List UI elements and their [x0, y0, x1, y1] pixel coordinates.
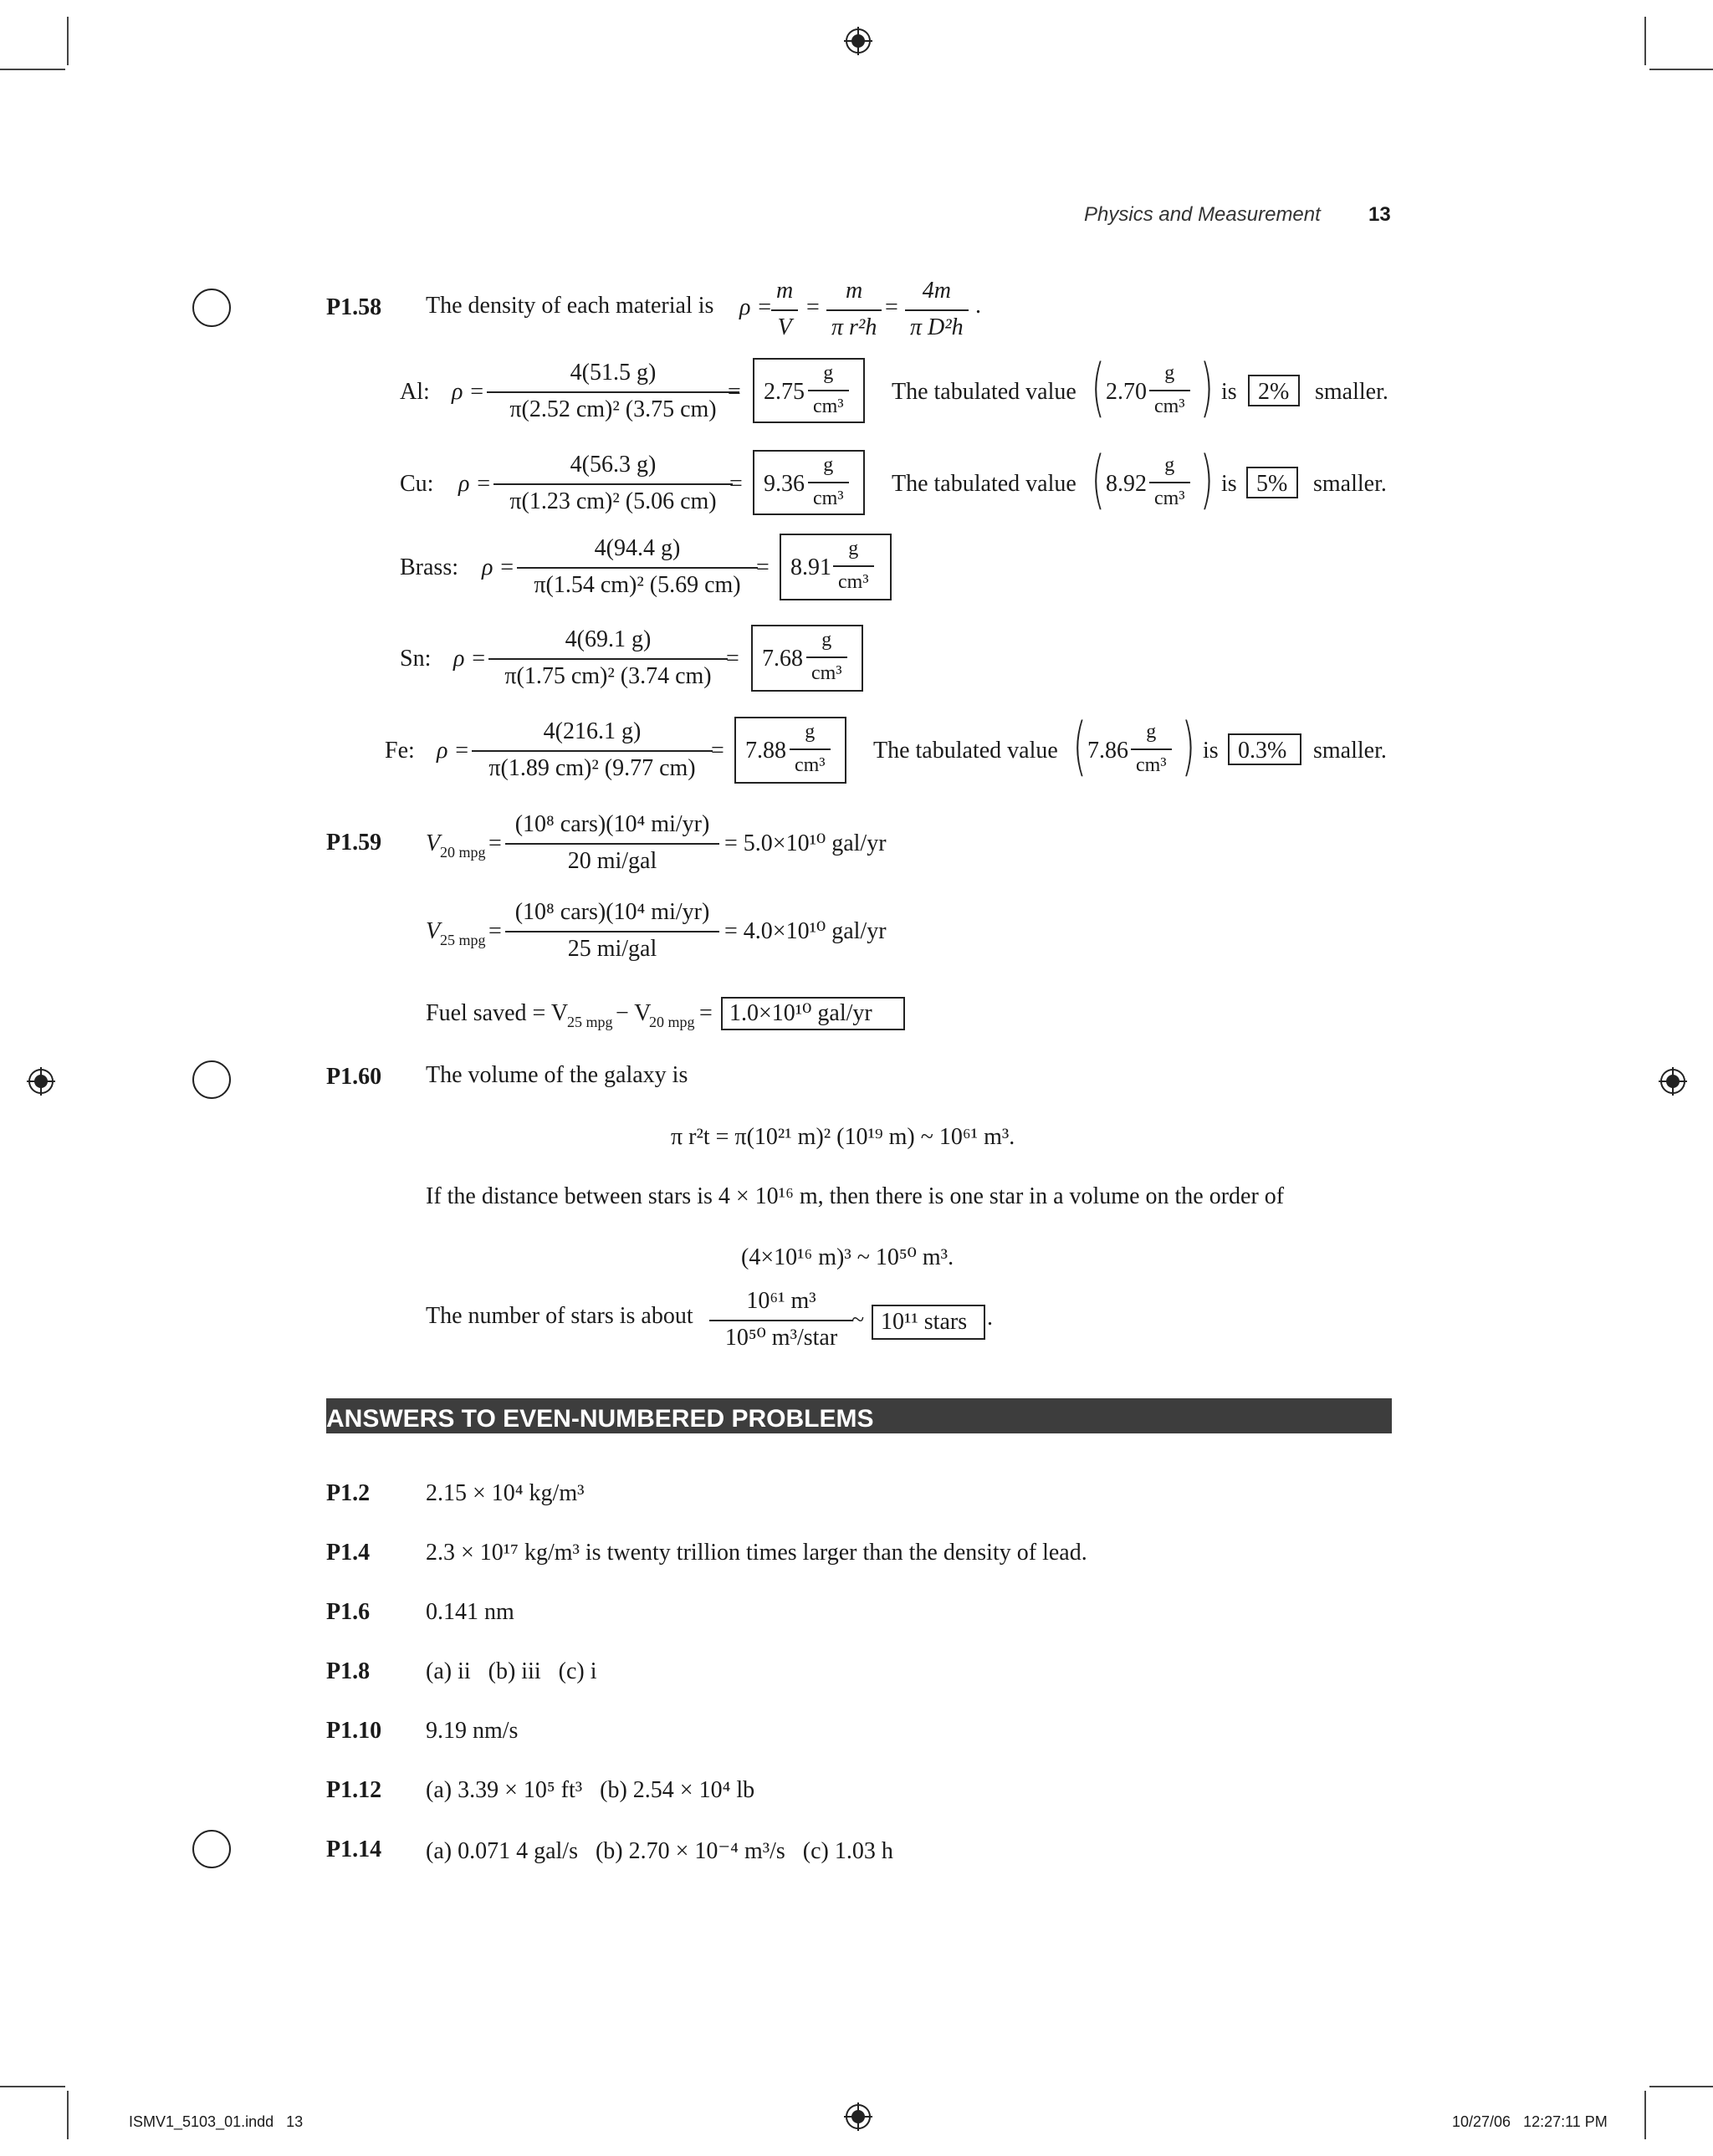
answers-heading: ANSWERS TO EVEN-NUMBERED PROBLEMS: [326, 1405, 874, 1433]
v20-lhs: V: [426, 830, 441, 856]
registration-mark-icon: [844, 27, 872, 55]
unit-fraction: $\frac{g}{\text{cm³}}$: [790, 722, 831, 775]
unit-fraction: $\frac{g}{\text{cm³}}$: [808, 455, 849, 508]
fraction-cu: $\frac{4(56.3 g)}{\text{π(1.23 cm)² (5.06 cm)}}$: [493, 453, 733, 513]
number-of-stars-text: The number of stars is about: [426, 1303, 693, 1329]
smaller-text: smaller.: [1313, 471, 1387, 497]
material-label-al: Al:: [400, 379, 430, 405]
answer-text: (a) ii (b) iii (c) i: [426, 1658, 597, 1684]
v25-rhs: = 4.0×10¹⁰ gal/yr: [724, 918, 887, 944]
equals-sign: =: [885, 294, 898, 320]
crop-mark: [1649, 2086, 1713, 2087]
right-paren: ): [1199, 442, 1214, 516]
fraction-stars: 10⁶¹ m³ 10⁵⁰ m³/star: [709, 1290, 853, 1350]
percent-fe: 0.3%: [1238, 738, 1287, 764]
right-paren: ): [1199, 350, 1214, 424]
footer-file-slug: ISMV1_5103_01.indd 13: [129, 2113, 304, 2130]
problem-label: P1.58: [326, 294, 382, 320]
crop-mark: [0, 69, 65, 70]
tabulated-text: The tabulated value: [873, 738, 1058, 764]
material-label-brass: Brass:: [400, 554, 458, 580]
fraction-v20: (10⁸ cars)(10⁴ mi/yr) 20 mi/gal: [505, 813, 719, 873]
v25-sub: 25 mpg: [440, 932, 486, 948]
unit-fraction: $\frac{g}{\text{cm³}}$: [833, 539, 874, 592]
answer-label: P1.10: [326, 1718, 382, 1744]
v20-sub: 20 mpg: [440, 844, 486, 861]
right-paren: ): [1181, 708, 1195, 783]
fraction-sn: $\frac{4(69.1 g)}{\text{π(1.75 cm)² (3.74 cm)}}$: [488, 628, 728, 688]
galaxy-volume-equation: π r²t = π(10²¹ m)² (10¹⁹ m) ~ 10⁶¹ m³.: [671, 1124, 1015, 1150]
left-paren: (: [1091, 350, 1105, 424]
equals-sign: =: [699, 1000, 713, 1026]
unit-fraction: $\frac{g}{\text{cm³}}$: [1149, 363, 1190, 416]
crop-mark: [67, 17, 69, 65]
problem-label: P1.60: [326, 1064, 382, 1090]
tilde: ~: [851, 1307, 865, 1333]
fuel-saved-label: Fuel saved = V: [426, 1000, 569, 1026]
result-value-al: 2.75: [764, 379, 805, 405]
footer-timestamp: 10/27/06 12:27:11 PM: [1452, 2113, 1608, 2130]
fraction-brass: $\frac{4(94.4 g)}{\text{π(1.54 cm)² (5.69 cm)}}$: [517, 537, 758, 597]
result-value-brass: 8.91: [790, 554, 831, 580]
rho-symbol: ρ =: [482, 554, 515, 580]
result-value-sn: 7.68: [762, 646, 803, 672]
tabulated-text: The tabulated value: [892, 379, 1076, 405]
problem-label: P1.59: [326, 830, 382, 856]
unit-fraction: $\frac{g}{\text{cm³}}$: [1131, 722, 1172, 775]
v20-rhs: = 5.0×10¹⁰ gal/yr: [724, 830, 887, 856]
answer-text: 0.141 nm: [426, 1599, 514, 1625]
rho-symbol: ρ =: [453, 646, 487, 672]
tabulated-text: The tabulated value: [892, 471, 1076, 497]
registration-mark-icon: [1659, 1067, 1687, 1096]
equals-sign: =: [729, 471, 743, 497]
equals-sign: =: [711, 738, 724, 764]
fraction-4m-over-piD2h: $\frac{4m}{\text{π D²h}}$: [905, 279, 969, 340]
fuel-result: 1.0×10¹⁰ gal/yr: [729, 1000, 872, 1026]
fuel-minus: − V: [616, 1000, 652, 1026]
unit-fraction: $\frac{g}{\text{cm³}}$: [806, 630, 847, 683]
answer-text: (a) 3.39 × 10⁵ ft³ (b) 2.54 × 10⁴ lb: [426, 1777, 755, 1803]
page-number: 13: [1368, 203, 1391, 226]
equals-sign: =: [728, 379, 741, 405]
crop-mark: [1644, 2091, 1646, 2139]
rho-symbol: ρ =: [437, 738, 470, 764]
fraction-m-over-pir2h: $\frac{m}{\text{π r²h}}$: [826, 279, 882, 340]
rho-symbol: ρ =: [739, 294, 773, 320]
smaller-text: smaller.: [1313, 738, 1387, 764]
answer-text: 9.19 nm/s: [426, 1718, 519, 1744]
stars-result: 10¹¹ stars: [881, 1309, 968, 1335]
equals-sign: =: [806, 294, 820, 320]
star-distance-text: If the distance between stars is 4 × 10¹⁶ m, then there is one star in a volume on the order of: [426, 1183, 1285, 1209]
intro-text: The density of each material is: [426, 293, 714, 319]
crop-mark: [1644, 17, 1646, 65]
crop-mark: [0, 2086, 65, 2087]
fraction-m-over-V: $\frac{m}{V}$: [771, 279, 798, 340]
rho-symbol: ρ =: [458, 471, 492, 497]
is-text: is: [1203, 738, 1219, 764]
equals-sign: =: [726, 646, 739, 672]
crop-mark: [67, 2091, 69, 2139]
material-label-fe: Fe:: [385, 738, 415, 764]
material-label-sn: Sn:: [400, 646, 432, 672]
answer-label: P1.14: [326, 1837, 382, 1862]
is-text: is: [1221, 471, 1237, 497]
tabulated-value-fe: 7.86: [1087, 738, 1128, 764]
result-value-cu: 9.36: [764, 471, 805, 497]
answer-label: P1.2: [326, 1480, 371, 1506]
period: .: [987, 1305, 993, 1331]
is-text: is: [1221, 379, 1237, 405]
unit-fraction: $\frac{g}{\text{cm³}}$: [808, 363, 849, 416]
percent-cu: 5%: [1256, 471, 1288, 497]
punch-hole-mark: [192, 1060, 231, 1099]
fuel-sub1: 25 mpg: [567, 1014, 613, 1030]
equals-sign: =: [488, 918, 502, 944]
left-paren: (: [1072, 708, 1087, 783]
answer-label: P1.12: [326, 1777, 382, 1803]
answers-heading-banner: [326, 1398, 1392, 1433]
left-paren: (: [1091, 442, 1105, 516]
running-header-section: Physics and Measurement: [1084, 203, 1321, 226]
unit-fraction: $\frac{g}{\text{cm³}}$: [1149, 455, 1190, 508]
punch-hole-mark: [192, 1830, 231, 1868]
fraction-al: $\frac{4(51.5 g)}{\text{π(2.52 cm)² (3.75 cm)}}$: [487, 361, 739, 421]
fraction-v25: (10⁸ cars)(10⁴ mi/yr) 25 mi/gal: [505, 901, 719, 961]
galaxy-volume-text: The volume of the galaxy is: [426, 1062, 688, 1088]
tabulated-value-al: 2.70: [1106, 379, 1147, 405]
smaller-text: smaller.: [1315, 379, 1388, 405]
v25-lhs: V: [426, 918, 441, 944]
fraction-fe: $\frac{4(216.1 g)}{\text{π(1.89 cm)² (9.77 cm)}}$: [472, 720, 713, 780]
answer-text: 2.3 × 10¹⁷ kg/m³ is twenty trillion times larger than the density of lead.: [426, 1540, 1087, 1566]
star-volume-equation: (4×10¹⁶ m)³ ~ 10⁵⁰ m³.: [741, 1244, 954, 1270]
answer-label: P1.4: [326, 1540, 371, 1566]
equals-sign: =: [756, 554, 770, 580]
registration-mark-icon: [844, 2102, 872, 2131]
registration-mark-icon: [27, 1067, 55, 1096]
answer-text: 2.15 × 10⁴ kg/m³: [426, 1480, 585, 1506]
material-label-cu: Cu:: [400, 471, 434, 497]
punch-hole-mark: [192, 289, 231, 327]
result-value-fe: 7.88: [745, 738, 786, 764]
period: .: [975, 293, 981, 319]
fuel-sub2: 20 mpg: [649, 1014, 695, 1030]
answer-text: (a) 0.071 4 gal/s (b) 2.70 × 10⁻⁴ m³/s (c) 1.03 h: [426, 1838, 893, 1864]
answer-label: P1.8: [326, 1658, 371, 1684]
crop-mark: [1649, 69, 1713, 70]
rho-symbol: ρ =: [452, 379, 485, 405]
percent-al: 2%: [1258, 379, 1290, 405]
equals-sign: =: [488, 830, 502, 856]
tabulated-value-cu: 8.92: [1106, 471, 1147, 497]
answer-label: P1.6: [326, 1599, 371, 1625]
